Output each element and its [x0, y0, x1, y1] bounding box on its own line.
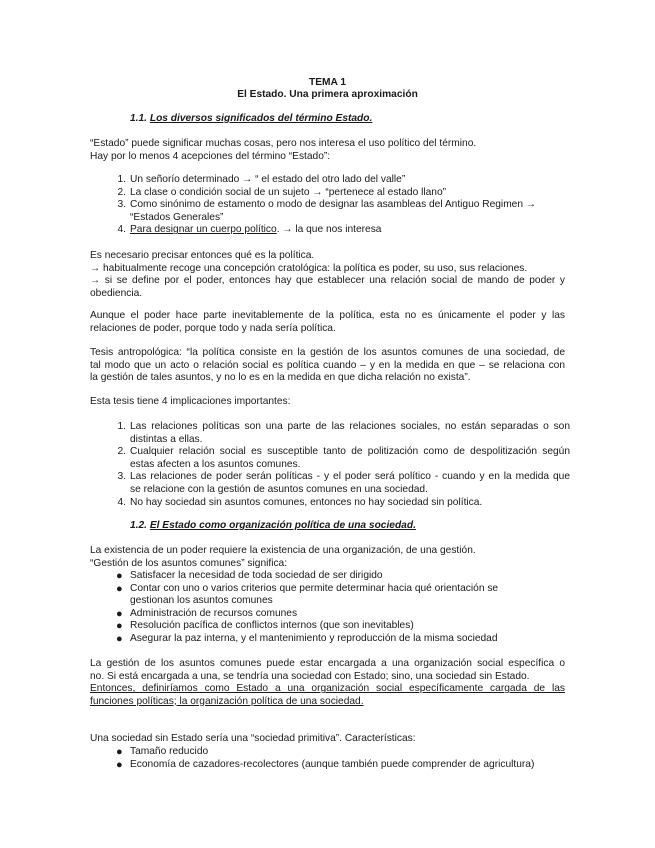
list-item: [117, 421, 570, 446]
text-line: Administración de recursos comunes: [130, 607, 298, 619]
section-title: El Estado como organización política de una sociedad.: [149, 520, 416, 531]
text-line: Cualquier relación social es susceptible tanto de politización como de despolitización según: [130, 446, 570, 458]
text-line: se relacione con la gestión de asuntos comunes en una sociedad.: [130, 483, 428, 495]
underlined-text: Para designar un cuerpo político: [130, 224, 277, 236]
list-item: [116, 632, 570, 646]
text-line: estas afecten a los asuntos comunes.: [130, 458, 301, 470]
paragraph-tesis: [90, 347, 565, 385]
list-item: [116, 582, 570, 608]
text-line: Las relaciones políticas son una parte de las relaciones sociales, no están separadas o son: [130, 421, 570, 432]
text-line: tal modo que un acto o relación social es política cuando – y en la medida en que – se relaciona con: [90, 359, 565, 371]
text-line: relaciones de poder, porque todo y nada sería política.: [90, 322, 336, 334]
text-line: “Gestión de los asuntos comunes” significa:: [90, 557, 288, 569]
list-number: 1.: [117, 174, 126, 185]
list-number: 1.: [117, 421, 126, 432]
list-item: [117, 471, 570, 496]
text-line: “Estados Generales”: [130, 211, 224, 223]
tema-heading: TEMA 1: [309, 77, 346, 88]
text-line: La clase o condición social de un sujeto → “pertenece al estado llano”: [130, 186, 447, 198]
list-item: [117, 224, 570, 237]
text-line: → si se define por el poder, entonces hay que establecer una relación social de mando de poder y: [90, 275, 565, 287]
text-line: Es necesario precisar entonces qué es la política.: [90, 250, 315, 261]
text-line: Hay por lo menos 4 acepciones del término “Estado”:: [90, 150, 331, 162]
bullet-icon: ●: [116, 746, 123, 758]
list-item: [116, 570, 570, 583]
bullet-icon: ●: [116, 570, 123, 582]
list-item: [116, 620, 570, 633]
list-item: [117, 186, 570, 200]
list-number: 3.: [117, 199, 126, 211]
text-line: Satisfacer la necesidad de toda sociedad de ser dirigido: [130, 570, 383, 581]
section-heading-1-1: [130, 113, 372, 126]
text-line: La existencia de un poder requiere la existencia de una organización, de una gestión.: [90, 545, 476, 556]
text-line: funciones políticas; la organización política de una sociedad.: [90, 695, 364, 707]
bullet-icon: ●: [116, 607, 123, 620]
text-line: Asegurar la paz interna, y el mantenimiento y reproducción de la misma sociedad: [130, 632, 498, 644]
paragraph-sociedad-primitiva: [90, 733, 565, 746]
paragraph-politica: [90, 250, 565, 300]
text-line: “Estado” puede significar muchas cosas, pero nos interesa el uso político del término.: [90, 138, 477, 149]
paragraph-poder: [90, 310, 565, 335]
paragraph-estado-intro: [90, 138, 565, 163]
bullet-icon: ●: [116, 620, 123, 633]
list-number: 2.: [117, 446, 126, 458]
list-item: [116, 758, 570, 772]
text-line: Aunque el poder hace parte inevitablemente de la política, esta no es únicamente el poder y las: [90, 310, 565, 321]
paragraph-gestion-intro: [90, 545, 565, 570]
text-line: Entonces, definiríamos como Estado a una organización social específicamente cargada de las: [90, 683, 565, 695]
text-line: Las relaciones de poder serán políticas - y el poder será político - cuando y en la medida que: [130, 471, 570, 483]
list-item: [116, 607, 570, 621]
list-item: [117, 199, 570, 224]
list-number: 2.: [117, 186, 126, 198]
text-line: → habitualmente recoge una concepción cratológica: la política es poder, su uso, sus relaciones.: [90, 262, 528, 274]
list-item: [116, 746, 570, 759]
text-line: No hay sociedad sin asuntos comunes, entonces no hay sociedad sin política.: [130, 496, 483, 508]
text-line: Tesis antropológica: “la política consiste en la gestión de los asuntos comunes de una sociedad, de: [90, 347, 565, 358]
section-number: 1.1.: [130, 113, 147, 124]
text-line: no. Si está encargada a una, se tendría una sociedad con Estado; sino, una sociedad sin Estado.: [90, 670, 530, 682]
list-number: 4.: [117, 496, 126, 508]
list-item: [117, 496, 570, 510]
gestion-list: [116, 570, 570, 646]
list-number: 4.: [117, 224, 126, 236]
section-number: 1.2.: [130, 520, 147, 531]
bullet-icon: ●: [116, 758, 123, 771]
bullet-icon: ●: [116, 582, 123, 595]
doc-subtitle: El Estado. Una primera aproximación: [237, 89, 418, 100]
acepciones-list: [117, 174, 570, 237]
text-line: obediencia.: [90, 287, 143, 299]
section-title: Los diversos significados del término Estado.: [149, 113, 373, 124]
text-line: gestionan los asuntos comunes: [130, 595, 273, 607]
list-number: 3.: [117, 471, 126, 483]
text-line: Como sinónimo de estamento o modo de designar las asambleas del Antiguo Regimen →: [130, 199, 537, 211]
section-heading-1-2: [130, 520, 416, 533]
implicaciones-list: [117, 421, 570, 509]
text-line: Tamaño reducido: [130, 746, 209, 757]
text-line: Resolución pacífica de conflictos internos (que son inevitables): [130, 620, 414, 632]
list-item: [117, 174, 570, 187]
text-line: La gestión de los asuntos comunes puede estar encargada a una organización social específica o: [90, 658, 565, 669]
text-line: Contar con uno o varios criterios que permite determinar hacia qué orientación se: [130, 582, 499, 594]
text-line: Economía de cazadores-recolectores (aunque también puede comprender de agricultura): [130, 758, 535, 770]
text-line: Un señorío determinado → “ el estado del otro lado del valle”: [130, 174, 406, 185]
text-line: [130, 224, 570, 237]
text-line: distintas a ellas.: [130, 433, 203, 445]
text-line: la gestión de tales asuntos, y no lo es en la medida en que dicha relación no exista”.: [90, 372, 471, 384]
caracteristicas-list: [116, 746, 570, 771]
bullet-icon: ●: [116, 632, 123, 645]
text-line: Esta tesis tiene 4 implicaciones importantes:: [90, 396, 291, 407]
text-span: . → la que nos interesa: [276, 224, 382, 236]
list-item: [117, 446, 570, 471]
paragraph-implicaciones-intro: [90, 396, 565, 409]
paragraph-definicion-estado: [90, 658, 565, 708]
text-line: Una sociedad sin Estado sería una “sociedad primitiva”. Características:: [90, 733, 416, 744]
